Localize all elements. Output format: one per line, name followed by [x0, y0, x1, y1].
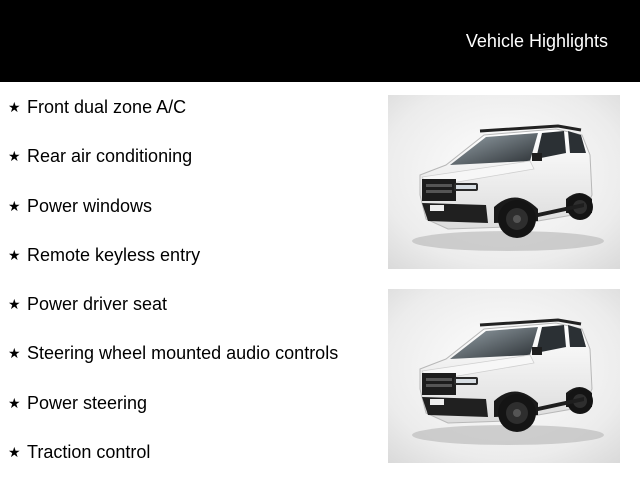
suv-image: [388, 95, 620, 269]
vehicle-photo: [388, 95, 620, 269]
feature-item: [8, 243, 378, 292]
star-icon: ★: [8, 296, 21, 313]
feature-item: [8, 391, 378, 440]
suv-image: [388, 289, 620, 463]
star-icon: ★: [8, 197, 21, 214]
feature-list: [8, 95, 378, 489]
feature-item: [8, 95, 378, 144]
star-icon: ★: [8, 99, 21, 115]
page-title: Vehicle Highlights: [465, 31, 608, 51]
feature-label: Rear air conditioning: [27, 146, 193, 167]
star-icon: ★: [8, 444, 21, 461]
feature-item: [8, 144, 378, 193]
star-icon: ★: [8, 345, 21, 362]
page-header: [0, 0, 640, 82]
feature-label: Steering wheel mounted audio controls: [27, 343, 339, 364]
star-icon: ★: [8, 148, 21, 165]
vehicle-photo: [388, 289, 620, 463]
feature-label: Power windows: [27, 195, 153, 216]
feature-item: [8, 194, 378, 243]
feature-label: Front dual zone A/C: [27, 97, 187, 117]
feature-label: Remote keyless entry: [27, 244, 201, 265]
feature-item: [8, 292, 378, 341]
feature-item: [8, 341, 378, 390]
feature-label: Traction control: [27, 442, 151, 463]
feature-label: Power steering: [27, 392, 148, 413]
star-icon: ★: [8, 246, 21, 263]
feature-label: Power driver seat: [27, 294, 168, 315]
feature-item: [8, 440, 378, 489]
star-icon: ★: [8, 394, 21, 411]
